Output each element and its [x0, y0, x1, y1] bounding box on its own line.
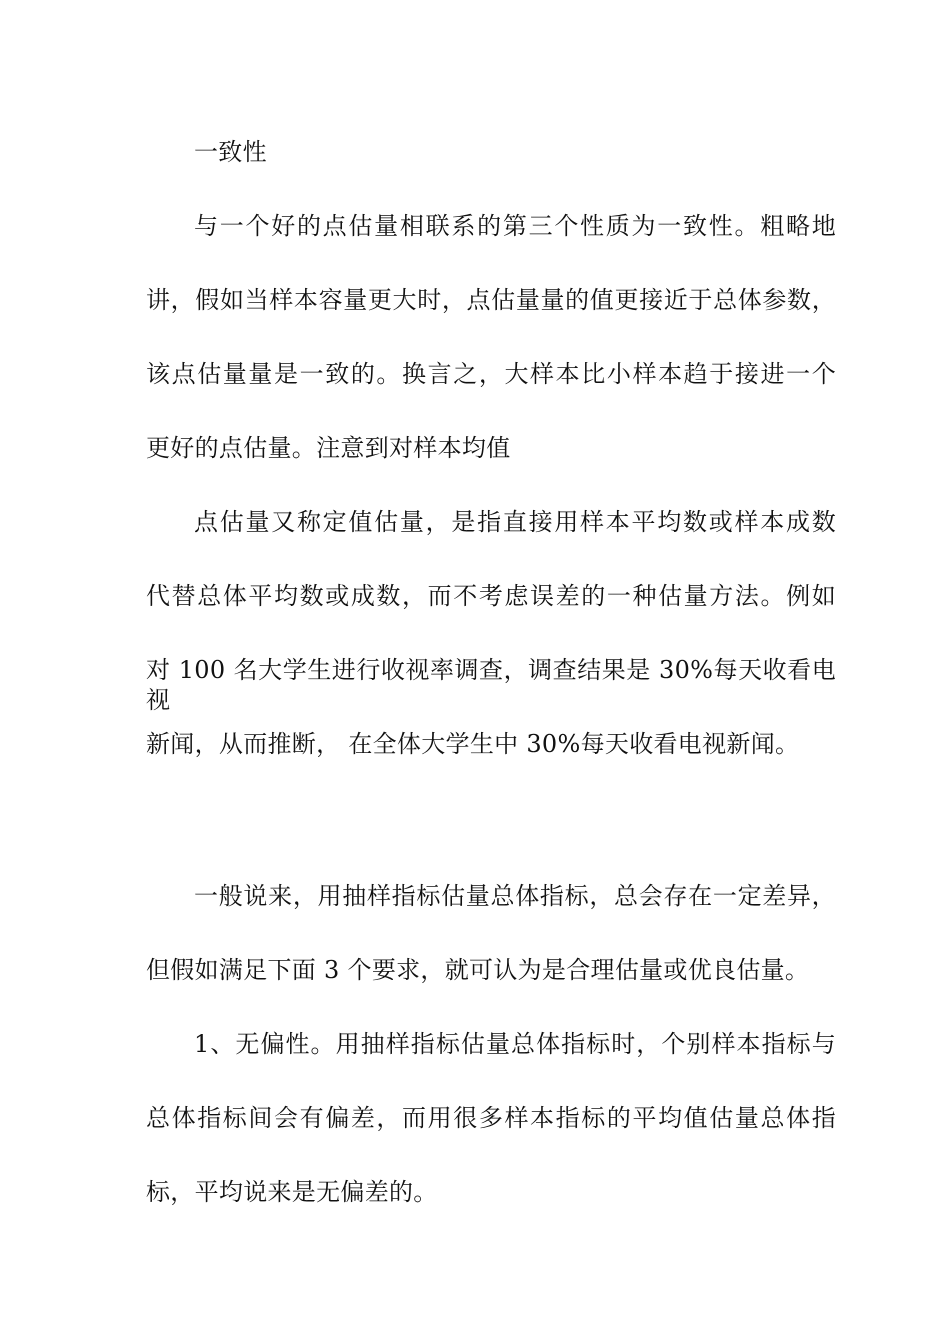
paragraph-line: 点估量又称定值估量，是指直接用样本平均数或样本成数	[194, 508, 836, 536]
paragraph-line: 该点估量量是一致的。换言之，大样本比小样本趋于接进一个	[146, 360, 836, 388]
paragraph-line: 新闻，从而推断， 在全体大学生中 30%每天收看电视新闻。	[146, 730, 800, 758]
paragraph-line: 总体指标间会有偏差，而用很多样本指标的平均值估量总体指	[146, 1104, 836, 1132]
paragraph-line: 标，平均说来是无偏差的。	[146, 1178, 438, 1206]
paragraph-line: 一般说来，用抽样指标估量总体指标，总会存在一定差异，	[194, 882, 836, 910]
paragraph-line: 但假如满足下面 3 个要求，就可认为是合理估量或优良估量。	[146, 956, 810, 984]
paragraph-line: 更好的点估量。注意到对样本均值	[146, 434, 511, 462]
paragraph-line: 与一个好的点估量相联系的第三个性质为一致性。粗略地	[194, 212, 836, 240]
paragraph-line: 讲，假如当样本容量更大时，点估量量的值更接近于总体参数，	[146, 286, 836, 314]
paragraph-line: 1、无偏性。用抽样指标估量总体指标时，个别样本指标与	[194, 1030, 836, 1058]
section-heading: 一致性	[194, 138, 267, 166]
paragraph-line: 代替总体平均数或成数，而不考虑误差的一种估量方法。例如	[146, 582, 836, 610]
paragraph-line: 对 100 名大学生进行收视率调查，调查结果是 30%每天收看电视	[146, 656, 836, 714]
